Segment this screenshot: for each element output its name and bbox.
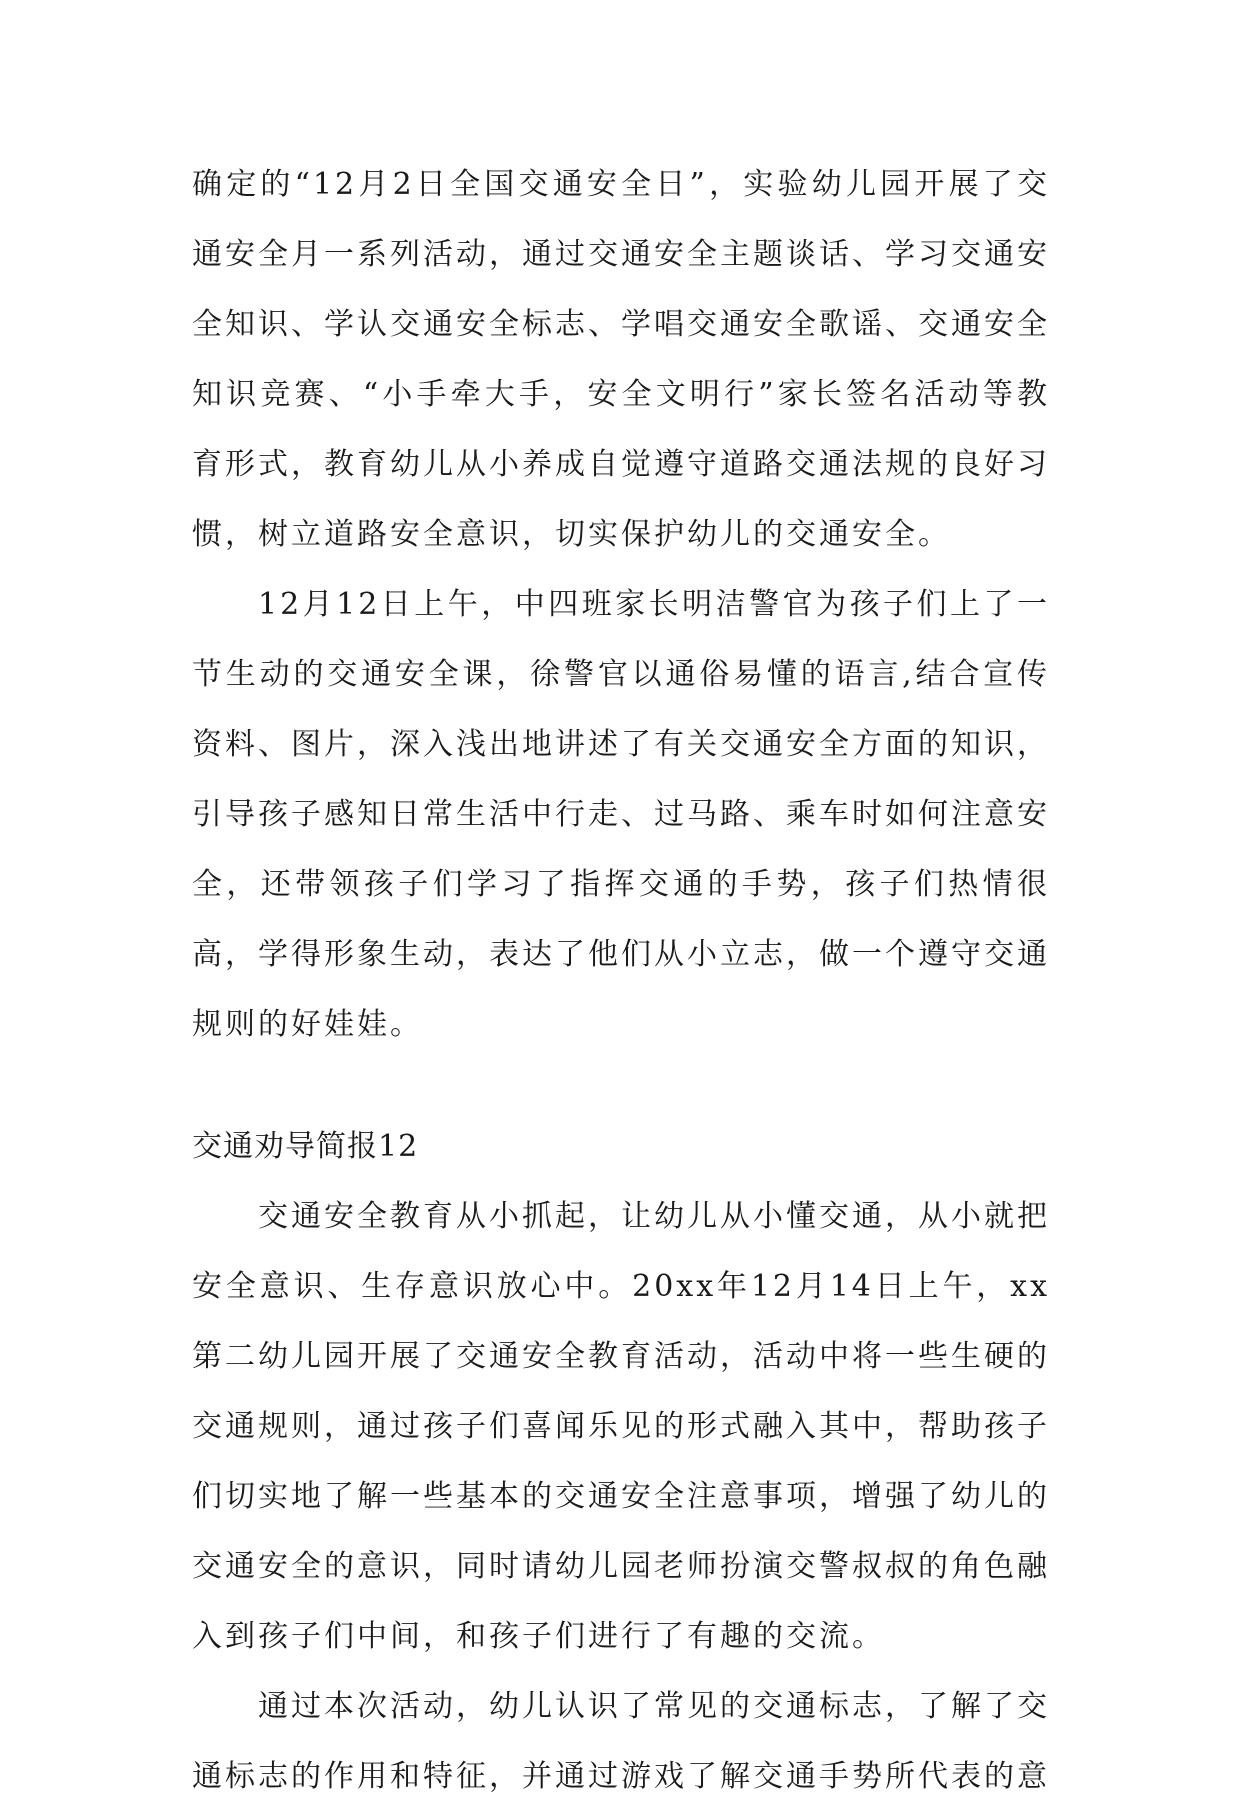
section-heading: 交通劝导简报12	[192, 1129, 419, 1164]
document-body	[192, 150, 1050, 1812]
paragraph-safety-education: 交通安全教育从小抓起，让幼儿从小懂交通，从小就把安全意识、生存意识放心中。20xx年12月14日上午，xx第二幼儿园开展了交通安全教育活动，活动中将一些生硬的交通规则，通过孩子们喜闻乐见的形式融入其中，帮助孩子们切实地了解一些基本的交通安全注意事项，增强了幼儿的交通安全的意识，同时请幼儿园老师扮演交警叔叔的角色融入到孩子们中间，和孩子们进行了有趣的交流。	[192, 1199, 1050, 1654]
paragraph-police-lesson: 12月12日上午，中四班家长明洁警官为孩子们上了一节生动的交通安全课，徐警官以通俗易懂的语言,结合宣传资料、图片，深入浅出地讲述了有关交通安全方面的知识，引导孩子感知日常生活中行走、过马路、乘车时如何注意安全，还带领孩子们学习了指挥交通的手势，孩子们热情很高，学得形象生动，表达了他们从小立志，做一个遵守交通规则的好娃娃。	[192, 587, 1050, 1042]
paragraph-traffic-safety-month: 确定的“12月2日全国交通安全日”，实验幼儿园开展了交通安全月一系列活动，通过交通安全主题谈话、学习交通安全知识、学认交通安全标志、学唱交通安全歌谣、交通安全知识竞赛、“小手牵大手，安全文明行”家长签名活动等教育形式，教育幼儿从小养成自觉遵守道路交通法规的良好习惯，树立道路安全意识，切实保护幼儿的交通安全。	[192, 167, 1050, 552]
paragraph-activity-result: 通过本次活动，幼儿认识了常见的交通标志，了解了交通标志的作用和特征，并通过游戏了解交通手势所代表的意	[192, 1689, 1050, 1794]
